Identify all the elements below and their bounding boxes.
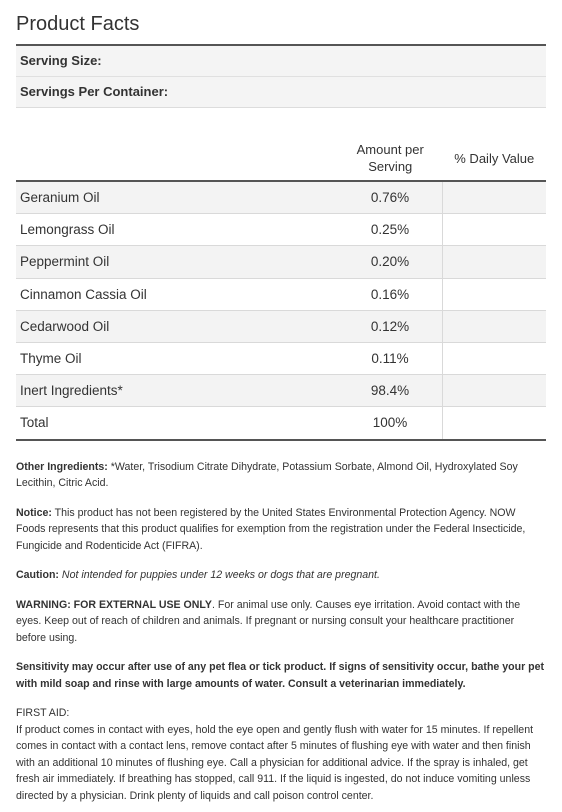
table-row [16, 278, 546, 310]
table-row-total [16, 407, 546, 440]
ingredient-daily-value [443, 375, 547, 407]
ingredient-daily-value [443, 278, 547, 310]
ingredient-amount: 0.16% [338, 278, 443, 310]
ingredient-daily-value [443, 181, 547, 214]
first-aid [16, 705, 546, 804]
ingredient-amount: 0.20% [338, 246, 443, 278]
ingredient-name: Inert Ingredients* [16, 375, 338, 407]
name-column-header [16, 136, 338, 181]
first-aid-text: If product comes in contact with eyes, hold the eye open and gently flush with water for 15 minutes. If repellent comes in contact with a contact lens, remove contact after 5 minutes of flushing eye with water and then finish with an additional 10 minutes of flushing eye. Call a physician for additional advice. If the spray is inhaled, get fresh air immediately. If breathing has stopped, call 911. If the liquid is ingested, do not induce vomiting unless directed by a physician. Drink plenty of liquids and call poison control center. [16, 723, 534, 802]
warning [16, 597, 546, 647]
warning-label: WARNING: FOR EXTERNAL USE ONLY [16, 598, 212, 611]
other-ingredients [16, 459, 546, 492]
ingredient-amount: 0.11% [338, 342, 443, 374]
table-row [16, 342, 546, 374]
warning-text: . For animal use only. Causes eye irritation. Avoid contact with the eyes. Keep out of reach of children and animals. If pregnant or nursing consult your healthcare practitioner before using. [16, 598, 521, 644]
ingredient-amount: 0.25% [338, 214, 443, 246]
ingredient-daily-value [443, 214, 547, 246]
product-facts-panel [16, 0, 546, 804]
facts-table-header [16, 136, 546, 181]
servings-per-container-row: Servings Per Container: [16, 77, 546, 108]
ingredient-name: Peppermint Oil [16, 246, 338, 278]
notice-text: This product has not been registered by the United States Environmental Protection Agency. NOW Foods represents that this product qualifies for exemption from the registration under the Federal Insecticide, Fungicide and Rodenticide Act (FIFRA). [16, 506, 526, 552]
notice-label: Notice: [16, 506, 52, 519]
other-ingredients-label: Other Ingredients: [16, 460, 108, 473]
table-row [16, 375, 546, 407]
ingredient-amount: 0.12% [338, 310, 443, 342]
serving-size-row: Serving Size: [16, 46, 546, 77]
table-row [16, 246, 546, 278]
caution-text: Not intended for puppies under 12 weeks or dogs that are pregnant. [58, 569, 380, 581]
ingredient-name: Lemongrass Oil [16, 214, 338, 246]
ingredient-daily-value [443, 310, 547, 342]
table-row [16, 181, 546, 214]
ingredient-name: Thyme Oil [16, 342, 338, 374]
ingredient-amount: 100% [338, 407, 443, 440]
ingredient-daily-value [443, 407, 547, 440]
caution-label: Caution: [16, 569, 59, 581]
facts-table [16, 136, 546, 441]
page-title: Product Facts [16, 13, 140, 35]
table-row [16, 214, 546, 246]
table-row [16, 310, 546, 342]
caution [16, 567, 546, 584]
ingredient-amount: 0.76% [338, 181, 443, 214]
first-aid-label: FIRST AID: [16, 707, 70, 719]
ingredient-amount: 98.4% [338, 375, 443, 407]
ingredient-name: Total [16, 407, 338, 440]
notice [16, 505, 546, 555]
ingredient-name: Cinnamon Cassia Oil [16, 278, 338, 310]
amount-column-header: Amount per Serving [356, 142, 424, 174]
other-ingredients-text: *Water, Trisodium Citrate Dihydrate, Potassium Sorbate, Almond Oil, Hydroxylated Soy Lecithin, Citric Acid. [16, 460, 518, 489]
product-notes [16, 459, 546, 805]
ingredient-daily-value [443, 342, 547, 374]
ingredient-daily-value [443, 246, 547, 278]
daily-value-column-header: % Daily Value [454, 150, 535, 166]
sensitivity-notice: Sensitivity may occur after use of any pet flea or tick product. If signs of sensitivity occur, bathe your pet with mild soap and rinse with large amounts of water. Consult a veterinarian immediately. [16, 661, 545, 690]
ingredient-name: Cedarwood Oil [16, 310, 338, 342]
ingredient-name: Geranium Oil [16, 181, 338, 214]
